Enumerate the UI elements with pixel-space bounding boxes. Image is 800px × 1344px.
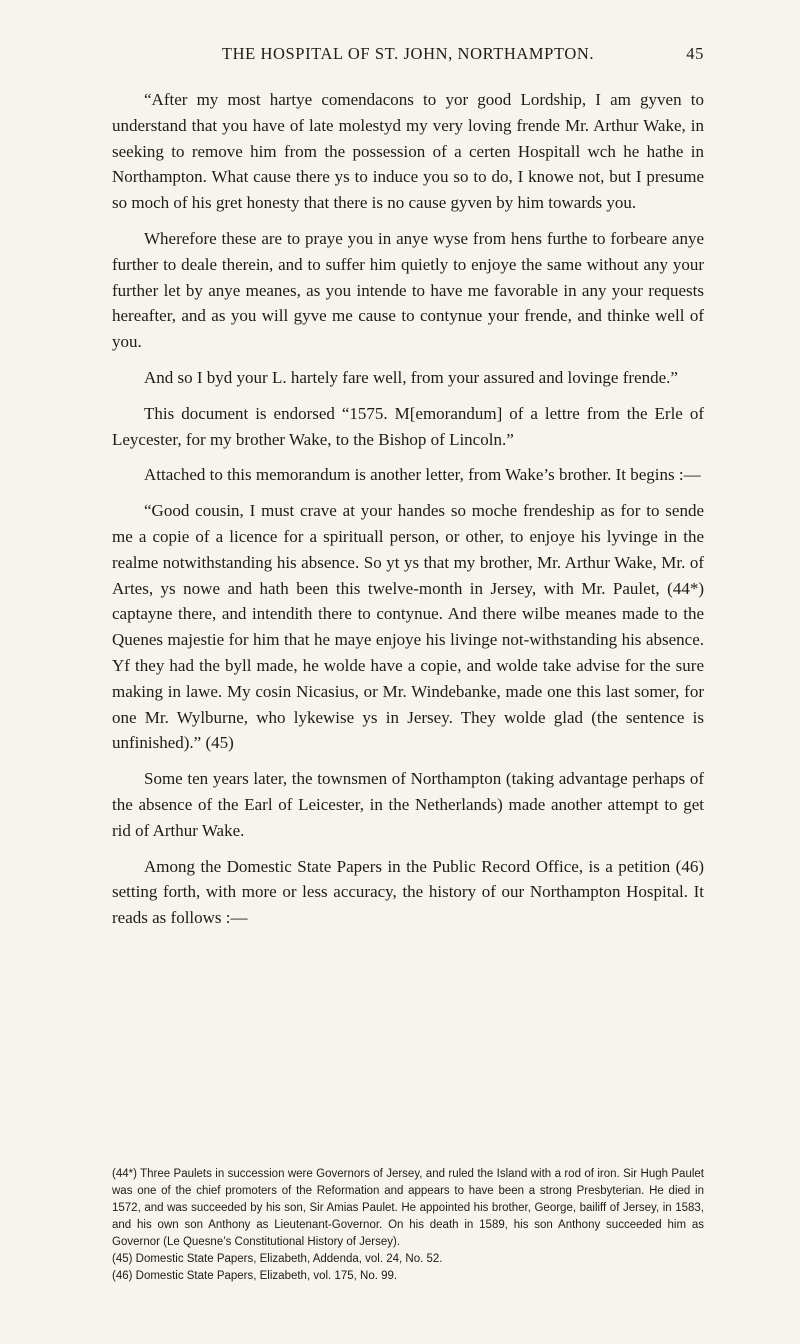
footnote: (44*) Three Paulets in succession were Governors of Jersey, and ruled the Island with a rod of iron. Sir Hugh Paulet was one of the chief promoters of the Reformation and appears to have been a strong Presbyterian. He died in 1572, and was succeeded by his son, Sir Amias Paulet. He appointed his brother, George, bailiff of Jersey, in 1583, and his own son Anthony as Lieutenant-Governor. On his death in 1589, his son Anthony succeeded him as Governor (Le Quesne’s Constitutional History of Jersey). [112, 1168, 704, 1248]
running-title: THE HOSPITAL OF ST. JOHN, NORTHAMPTON. [221, 44, 595, 63]
paragraph: Wherefore these are to praye you in anye wyse from hens furthe to forbeare anye further to deale therein, and to suffer him quietly to enjoye the same without any your further let by anye meanes, as you intende to have me favorable in any your requests hereafter, and as you will gyve me cause to contynue your frende, and thinke well of you. [112, 228, 704, 352]
paragraph: Among the Domestic State Papers in the Public Record Office, is a petition (46) setting forth, with more or less accuracy, the history of our Northampton Hospital. It reads as follows :— [112, 856, 704, 928]
paragraph: “After my most hartye comendacons to yor good Lordship, I am gyven to understand that you have of late molestyd my very loving frende Mr. Arthur Wake, in seeking to remove him from the possession of a certen Hospitall wch he hathe in Northampton. What cause there ys to induce you so to do, I knowe not, but I presume so moch of his gret honesty that there is no cause gyven by him towards you. [112, 90, 704, 213]
paragraph: This document is endorsed “1575. M[emorandum] of a lettre from the Erle of Leycester, for my brother Wake, to the Bishop of Lincoln.” [112, 403, 704, 449]
footnote: (46) Domestic State Papers, Elizabeth, vol. 175, No. 99. [112, 1270, 398, 1282]
footnotes [112, 1166, 704, 1285]
paragraph: Attached to this memorandum is another letter, from Wake’s brother. It begins :— [144, 465, 701, 485]
paragraph: And so I byd your L. hartely fare well, from your assured and lovinge frende.” [144, 367, 678, 387]
running-header [112, 44, 704, 68]
body-text [112, 87, 704, 941]
paragraph: “Good cousin, I must crave at your handes so moche frendeship as for to sende me a copie of a licence for a spirituall person, or other, to enjoye his lyvinge in the realme notwithstanding his absence. So yt ys that my brother, Mr. Arthur Wake, Mr. of Artes, ys nowe and hath been this twelve-month in Jersey, with Mr. Paulet, (44*) captayne there, and intendith there to contynue. And there wilbe meanes made to the Quenes majestie for him that he maye enjoye his livinge not-withstanding his absence. Yf they had the byll made, he wolde have a copie, and wolde take advise for the sure making in lawe. My cosin Nicasius, or Mr. Windebanke, made one this last somer, for one Mr. Wylburne, who lykewise ys in Jersey. They wolde glad (the sentence is unfinished).” (45) [112, 501, 704, 753]
paragraph: Some ten years later, the townsmen of Northampton (taking advantage perhaps of the absence of the Earl of Leicester, in the Netherlands) made another attempt to get rid of Arthur Wake. [112, 769, 704, 840]
page-number: 45 [686, 44, 704, 63]
footnote: (45) Domestic State Papers, Elizabeth, Addenda, vol. 24, No. 52. [112, 1253, 443, 1265]
